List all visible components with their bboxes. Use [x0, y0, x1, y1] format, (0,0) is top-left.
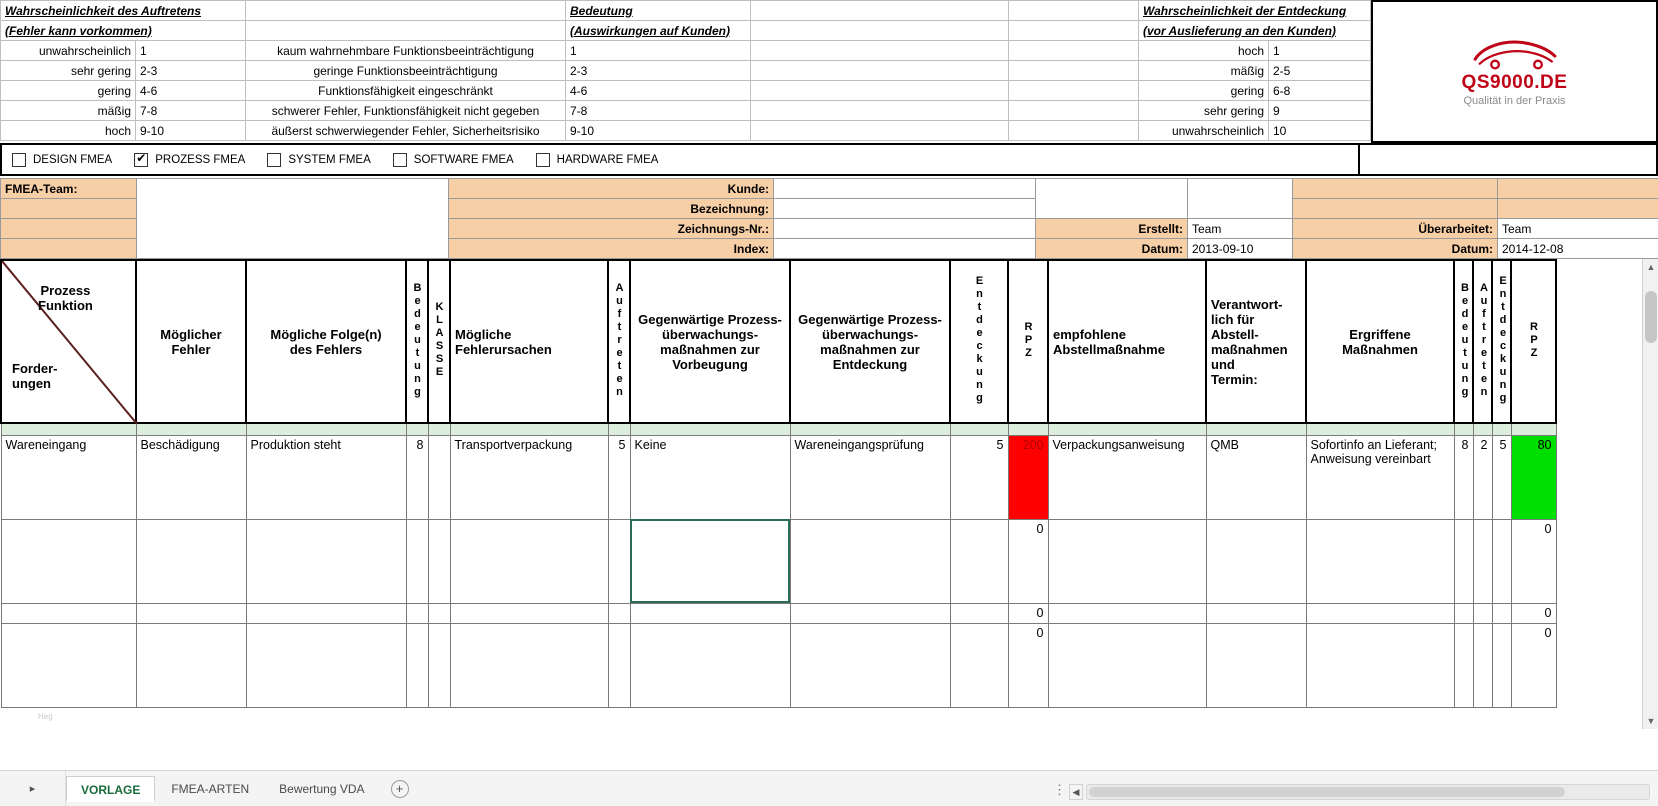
header-verantwortlich-l4: und [1211, 356, 1235, 372]
header-empfohlene-l1: empfohlene [1053, 326, 1126, 342]
checkbox-hardware-fmea[interactable] [536, 153, 659, 167]
cell-auftreten-nach[interactable]: 2 [1473, 435, 1492, 519]
header-bedeutung-nach [1454, 260, 1473, 423]
header-empfohlene-abstellmassnahme [1048, 260, 1206, 423]
ueberarbeitet-datum-value[interactable]: 2014-12-08 [1498, 239, 1658, 259]
legend-spacer-e [751, 21, 1009, 41]
sheet-tab-bar [0, 770, 1658, 806]
header-verantwortlich-l5: Termin: [1211, 371, 1258, 387]
checkbox-box-design[interactable] [12, 153, 26, 167]
bezeichnung-label: Bezeichnung: [449, 199, 774, 219]
checkbox-box-hardware[interactable] [536, 153, 550, 167]
legend-detection-value: 10 [1269, 121, 1371, 141]
meta-blank-d [1498, 179, 1658, 199]
checkbox-box-system[interactable] [267, 153, 281, 167]
horizontal-scroll-thumb[interactable] [1089, 787, 1565, 797]
fmea-team-row3[interactable] [1, 219, 137, 239]
header-moeglicher-fehler-l2: Fehler [171, 341, 211, 357]
legend-row [1, 61, 1371, 81]
legend-spacer-a [246, 1, 566, 21]
cell-ergriffene[interactable] [1306, 603, 1454, 623]
cell-entdeckung[interactable] [950, 519, 1008, 603]
legend-severity-label: geringe Funktionsbeeinträchtigung [246, 61, 566, 81]
rating-legend [0, 0, 1658, 143]
legend-spacer-g [751, 121, 1009, 141]
cell-bedeutung[interactable] [406, 623, 428, 707]
header-moegliche-folgen [246, 260, 406, 423]
legend-severity-value: 7-8 [566, 101, 751, 121]
funktion-label: Funktion [38, 298, 93, 313]
vertical-scroll-thumb[interactable] [1645, 291, 1657, 343]
ueberarbeitet-label: Überarbeitet: [1293, 219, 1498, 239]
ueberarbeitet-datum-label: Datum: [1293, 239, 1498, 259]
legend-spacer-g [751, 101, 1009, 121]
cell-verantwortlich[interactable] [1206, 603, 1306, 623]
header-bedeutung2-text: Bedeutung [1459, 281, 1471, 399]
band-cell [608, 423, 630, 435]
horizontal-scrollbar[interactable] [1086, 784, 1650, 800]
ueberarbeitet-value[interactable]: Team [1498, 219, 1658, 239]
band-cell [406, 423, 428, 435]
legend-occurrence-value: 2-3 [136, 61, 246, 81]
header-auftreten-nach [1473, 260, 1492, 423]
legend-spacer-h [1009, 41, 1139, 61]
header-entd-l3: maßnahmen zur [820, 341, 920, 357]
sheet-tab-bewertung-vda[interactable]: Bewertung VDA [279, 781, 365, 796]
fmea-header-row [1, 260, 1556, 423]
header-rpz-text: RPZ [1022, 320, 1035, 360]
prozess-label: Prozess [40, 283, 91, 298]
checkbox-box-software[interactable] [393, 153, 407, 167]
legend-col2-title: Bedeutung [566, 1, 751, 21]
checkbox-label-prozess: PROZESS FMEA [155, 153, 246, 166]
erstellt-value[interactable]: Team [1188, 219, 1293, 239]
band-cell [1048, 423, 1206, 435]
legend-occurrence-label: gering [1, 81, 136, 101]
legend-spacer-g [751, 61, 1009, 81]
band-cell [246, 423, 406, 435]
header-bedeutung [406, 260, 428, 423]
legend-spacer-h [1009, 81, 1139, 101]
header-folgen-l1: Mögliche Folge(n) [270, 326, 382, 342]
band-cell [1, 423, 136, 435]
cell-ursachen[interactable] [450, 519, 608, 603]
legend-occurrence-label: unwahrscheinlich [1, 41, 136, 61]
header-entd-l4: Entdeckung [832, 356, 908, 372]
legend-detection-label: mäßig [1139, 61, 1269, 81]
cell-auftreten-nach[interactable] [1473, 603, 1492, 623]
fmea-table [0, 259, 1557, 708]
legend-col2-sub: (Auswirkungen auf Kunden) [566, 21, 751, 41]
legend-detection-label: hoch [1139, 41, 1269, 61]
cell-prozess[interactable]: Wareneingang [1, 435, 136, 519]
kunde-value[interactable] [774, 179, 1036, 199]
sheet-tab-vorlage[interactable]: VORLAGE [66, 776, 155, 802]
cell-fehler[interactable]: Beschädigung [136, 435, 246, 519]
header-vorbeugung-l1: Gegenwärtige Prozess- [638, 311, 782, 327]
car-icon [1469, 36, 1561, 70]
checkbox-software-fmea[interactable] [393, 153, 514, 167]
legend-occurrence-value: 7-8 [136, 101, 246, 121]
header-entdeckung-massnahmen [790, 260, 950, 423]
header-moeglicher-fehler [136, 260, 246, 423]
cell-entdeckung-nach[interactable]: 5 [1492, 435, 1511, 519]
checkbox-design-fmea[interactable] [12, 153, 112, 167]
meta-blank-a [1036, 179, 1188, 219]
legend-severity-label: äußerst schwerwiegender Fehler, Sicherheitsrisiko [246, 121, 566, 141]
header-entd-l2: überwachungs- [821, 326, 919, 342]
cell-prozess[interactable] [1, 603, 136, 623]
cell-rpz-nach[interactable]: 0 [1511, 519, 1556, 603]
cell-rpz-nach[interactable]: 0 [1511, 623, 1556, 707]
cell-fehler[interactable] [136, 603, 246, 623]
cell-entdeckung[interactable]: 5 [950, 435, 1008, 519]
header-bedeutung-text: Bedeutung [411, 281, 424, 399]
header-vorbeugung-l2: überwachungs- [661, 326, 759, 342]
cell-rpz[interactable]: 200 [1008, 435, 1048, 519]
cell-empfohlene[interactable] [1048, 603, 1206, 623]
band-cell [1511, 423, 1556, 435]
forderungen-label-1: Forder- [12, 361, 58, 376]
band-cell [428, 423, 450, 435]
hscroll-left-arrow-icon[interactable]: ◀ [1069, 784, 1083, 800]
forderungen-label-2: ungen [12, 376, 51, 391]
cell-klasse[interactable] [428, 603, 450, 623]
cell-bedeutung-nach[interactable] [1454, 603, 1473, 623]
checkbox-label-design: DESIGN FMEA [33, 153, 113, 166]
cell-rpz-nach[interactable]: 0 [1511, 603, 1556, 623]
legend-detection-value: 1 [1269, 41, 1371, 61]
legend-spacer-d [246, 21, 566, 41]
header-ursachen-l2: Fehlerursachen [455, 341, 552, 357]
checkbox-label-hardware: HARDWARE FMEA [556, 153, 659, 166]
band-cell [1206, 423, 1306, 435]
header-auftreten2-text: Auftreten [1478, 281, 1490, 399]
index-value[interactable] [774, 239, 1036, 259]
cell-rpz-nach[interactable]: 80 [1511, 435, 1556, 519]
legend-col1-title: Wahrscheinlichkeit des Auftretens [1, 1, 246, 21]
erstellt-datum-value[interactable]: 2013-09-10 [1188, 239, 1293, 259]
cell-auftreten-nach[interactable] [1473, 623, 1492, 707]
document-meta-table [0, 178, 1658, 259]
cell-klasse[interactable] [428, 435, 450, 519]
sheet-overflow-dots-icon[interactable]: ⋮ [1053, 782, 1068, 797]
cell-verantwortlich[interactable]: QMB [1206, 435, 1306, 519]
legend-spacer-b [751, 1, 1009, 21]
band-cell [790, 423, 950, 435]
header-verantwortlich-l3: maßnahmen [1211, 341, 1288, 357]
cell-folgen[interactable] [246, 519, 406, 603]
cell-auftreten[interactable] [608, 603, 630, 623]
header-entdeckung-text: Entdeckung [973, 275, 986, 405]
table-row [1, 603, 1556, 623]
legend-detection-value: 6-8 [1269, 81, 1371, 101]
legend-detection-label: sehr gering [1139, 101, 1269, 121]
logo-tagline: Qualität in der Praxis [1463, 95, 1566, 107]
legend-occurrence-label: hoch [1, 121, 136, 141]
bezeichnung-value[interactable] [774, 199, 1036, 219]
header-ursachen-l1: Mögliche [455, 326, 512, 342]
cell-vorbeugung[interactable]: Keine [630, 435, 790, 519]
cell-auftreten[interactable] [608, 519, 630, 603]
sheet-nav-next-icon[interactable]: ▸ [0, 771, 66, 806]
cell-entdeckung-massnahme[interactable]: Wareneingangsprüfung [790, 435, 950, 519]
band-cell [1473, 423, 1492, 435]
cell-auftreten[interactable] [608, 623, 630, 707]
cell-prozess[interactable] [1, 519, 136, 603]
cell-empfohlene[interactable] [1048, 519, 1206, 603]
header-vorbeugung-l3: maßnahmen zur [660, 341, 760, 357]
separator-band-row [1, 423, 1556, 435]
legend-spacer-h [1009, 61, 1139, 81]
legend-detection-label: unwahrscheinlich [1139, 121, 1269, 141]
header-auftreten-text: Auftreten [613, 281, 626, 399]
band-cell [1306, 423, 1454, 435]
cell-verantwortlich[interactable] [1206, 623, 1306, 707]
checkbox-row-right-blank [1360, 143, 1658, 176]
band-cell [136, 423, 246, 435]
legend-row [1, 121, 1371, 141]
cell-ergriffene[interactable]: Sofortinfo an Lieferant; Anweisung vereinbart [1306, 435, 1454, 519]
legend-col3-title: Wahrscheinlichkeit der Entdeckung [1139, 1, 1371, 21]
legend-detection-value: 9 [1269, 101, 1371, 121]
cell-entdeckung[interactable] [950, 623, 1008, 707]
legend-spacer-h [1009, 101, 1139, 121]
cell-bedeutung[interactable]: 8 [406, 435, 428, 519]
header-rpz-nach [1511, 260, 1556, 423]
sheet-tab-fmea-arten[interactable]: FMEA-ARTEN [171, 781, 250, 796]
cell-ursachen[interactable] [450, 623, 608, 707]
band-cell [450, 423, 608, 435]
legend-row [1, 41, 1371, 61]
rating-legend-table [0, 0, 1371, 141]
erstellt-datum-label: Datum: [1036, 239, 1188, 259]
cell-entdeckung-nach[interactable] [1492, 519, 1511, 603]
cell-rpz[interactable]: 0 [1008, 519, 1048, 603]
header-klasse-text: KLASSE [433, 301, 446, 379]
cell-vorbeugung-selected[interactable] [630, 519, 790, 603]
cell-bedeutung-nach[interactable] [1454, 623, 1473, 707]
legend-detection-value: 2-5 [1269, 61, 1371, 81]
cell-entdeckung-massnahme[interactable] [790, 603, 950, 623]
cell-entdeckung-massnahme[interactable] [790, 623, 950, 707]
header-empfohlene-l2: Abstellmaßnahme [1053, 341, 1165, 357]
legend-occurrence-value: 9-10 [136, 121, 246, 141]
cell-auftreten[interactable]: 5 [608, 435, 630, 519]
header-entdeckung2-text: Entdeckung [1497, 275, 1509, 405]
legend-col1-sub: (Fehler kann vorkommen) [1, 21, 246, 41]
checkbox-system-fmea[interactable] [267, 153, 370, 167]
cell-ursachen[interactable] [450, 603, 608, 623]
cell-bedeutung-nach[interactable]: 8 [1454, 435, 1473, 519]
cell-fehler[interactable] [136, 519, 246, 603]
cell-entdeckung-nach[interactable] [1492, 623, 1511, 707]
prozess-funktion-forderungen-header [1, 260, 136, 423]
cell-klasse[interactable] [428, 519, 450, 603]
header-entd-l1: Gegenwärtige Prozess- [798, 311, 942, 327]
meta-blank-b [1188, 179, 1293, 219]
legend-spacer-g [751, 81, 1009, 101]
cell-entdeckung-massnahme[interactable] [790, 519, 950, 603]
legend-row [1, 101, 1371, 121]
header-entdeckung-nach [1492, 260, 1511, 423]
legend-occurrence-value: 1 [136, 41, 246, 61]
cell-bedeutung-nach[interactable] [1454, 519, 1473, 603]
legend-subtitle-row [1, 21, 1371, 41]
meta-row [1, 179, 1658, 199]
legend-severity-value: 9-10 [566, 121, 751, 141]
company-logo [1371, 0, 1658, 143]
legend-severity-value: 2-3 [566, 61, 751, 81]
legend-severity-label: schwerer Fehler, Funktionsfähigkeit nicht gegeben [246, 101, 566, 121]
index-label: Index: [449, 239, 774, 259]
legend-severity-value: 1 [566, 41, 751, 61]
cell-ergriffene[interactable] [1306, 519, 1454, 603]
zeichnungsnr-value[interactable] [774, 219, 1036, 239]
scroll-down-icon[interactable]: ▼ [1646, 716, 1656, 726]
cell-bedeutung[interactable] [406, 603, 428, 623]
cell-folgen[interactable] [246, 603, 406, 623]
checkbox-box-prozess[interactable] [134, 153, 148, 167]
header-rpz2-text: RPZ [1528, 320, 1540, 360]
header-moeglicher-fehler-l1: Möglicher [160, 326, 222, 342]
fmea-worksheet [0, 259, 1552, 708]
header-ergriffene-l1: Ergriffene [1349, 326, 1411, 342]
band-cell [950, 423, 1008, 435]
band-cell [1008, 423, 1048, 435]
legend-severity-value: 4-6 [566, 81, 751, 101]
legend-occurrence-label: mäßig [1, 101, 136, 121]
vertical-scrollbar[interactable] [1642, 259, 1658, 729]
checkbox-label-system: SYSTEM FMEA [288, 153, 371, 166]
meta-blank-f [1498, 199, 1658, 219]
header-auftreten [608, 260, 630, 423]
header-ergriffene-massnahmen [1306, 260, 1454, 423]
cell-fehler[interactable] [136, 623, 246, 707]
band-cell [1454, 423, 1473, 435]
legend-severity-label: Funktionsfähigkeit eingeschränkt [246, 81, 566, 101]
fmea-type-checkbox-row [0, 143, 1360, 176]
cell-ursachen[interactable]: Transportverpackung [450, 435, 608, 519]
checkbox-prozess-fmea[interactable] [134, 153, 245, 167]
legend-spacer-c [1009, 1, 1139, 21]
fmea-team-names-cell[interactable] [137, 179, 449, 259]
band-cell [630, 423, 790, 435]
scroll-up-icon[interactable]: ▲ [1646, 262, 1656, 272]
cell-empfohlene[interactable] [1048, 623, 1206, 707]
header-klasse [428, 260, 450, 423]
legend-spacer-g [751, 41, 1009, 61]
watermark-text: Heg [38, 712, 53, 721]
header-verantwortlich [1206, 260, 1306, 423]
header-verantwortlich-l1: Verantwort- [1211, 296, 1283, 312]
cell-klasse[interactable] [428, 623, 450, 707]
document-meta-block [0, 178, 1658, 258]
cell-ergriffene[interactable] [1306, 623, 1454, 707]
header-folgen-l2: des Fehlers [289, 341, 363, 357]
legend-spacer-f [1009, 21, 1139, 41]
cell-folgen[interactable]: Produktion steht [246, 435, 406, 519]
cell-auftreten-nach[interactable] [1473, 519, 1492, 603]
legend-occurrence-value: 4-6 [136, 81, 246, 101]
band-cell [1492, 423, 1511, 435]
checkbox-label-software: SOFTWARE FMEA [413, 153, 514, 166]
legend-row [1, 81, 1371, 101]
header-entdeckung [950, 260, 1008, 423]
cell-empfohlene[interactable]: Verpackungsanweisung [1048, 435, 1206, 519]
cell-vorbeugung[interactable] [630, 603, 790, 623]
legend-spacer-h [1009, 121, 1139, 141]
cell-folgen[interactable] [246, 623, 406, 707]
zeichnungsnr-label: Zeichnungs-Nr.: [449, 219, 774, 239]
logo-brand: QS9000.DE [1461, 72, 1568, 93]
cell-prozess[interactable] [1, 623, 136, 707]
table-row [1, 435, 1556, 519]
legend-severity-label: kaum wahrnehmbare Funktionsbeeinträchtigung [246, 41, 566, 61]
cell-entdeckung-nach[interactable] [1492, 603, 1511, 623]
legend-detection-label: gering [1139, 81, 1269, 101]
header-verantwortlich-l2: lich für Abstell- [1211, 311, 1259, 342]
header-vorbeugung-l4: Vorbeugung [672, 356, 748, 372]
fmea-team-row4[interactable] [1, 239, 137, 259]
fmea-team-label: FMEA-Team: [1, 179, 137, 199]
kunde-label: Kunde: [449, 179, 774, 199]
header-vorbeugung [630, 260, 790, 423]
legend-col3-sub: (vor Auslieferung an den Kunden) [1139, 21, 1371, 41]
cell-vorbeugung[interactable] [630, 623, 790, 707]
table-row [1, 519, 1556, 603]
cell-rpz[interactable]: 0 [1008, 603, 1048, 623]
cell-verantwortlich[interactable] [1206, 519, 1306, 603]
legend-occurrence-label: sehr gering [1, 61, 136, 81]
add-sheet-icon[interactable]: + [391, 780, 409, 798]
cell-entdeckung[interactable] [950, 603, 1008, 623]
meta-blank-c [1293, 179, 1498, 199]
header-rpz [1008, 260, 1048, 423]
header-moegliche-fehlerursachen [450, 260, 608, 423]
header-ergriffene-l2: Maßnahmen [1342, 341, 1418, 357]
meta-blank-e [1293, 199, 1498, 219]
fmea-team-row2[interactable] [1, 199, 137, 219]
legend-title-row [1, 1, 1371, 21]
table-row [1, 623, 1556, 707]
erstellt-label: Erstellt: [1036, 219, 1188, 239]
cell-bedeutung[interactable] [406, 519, 428, 603]
cell-rpz[interactable]: 0 [1008, 623, 1048, 707]
